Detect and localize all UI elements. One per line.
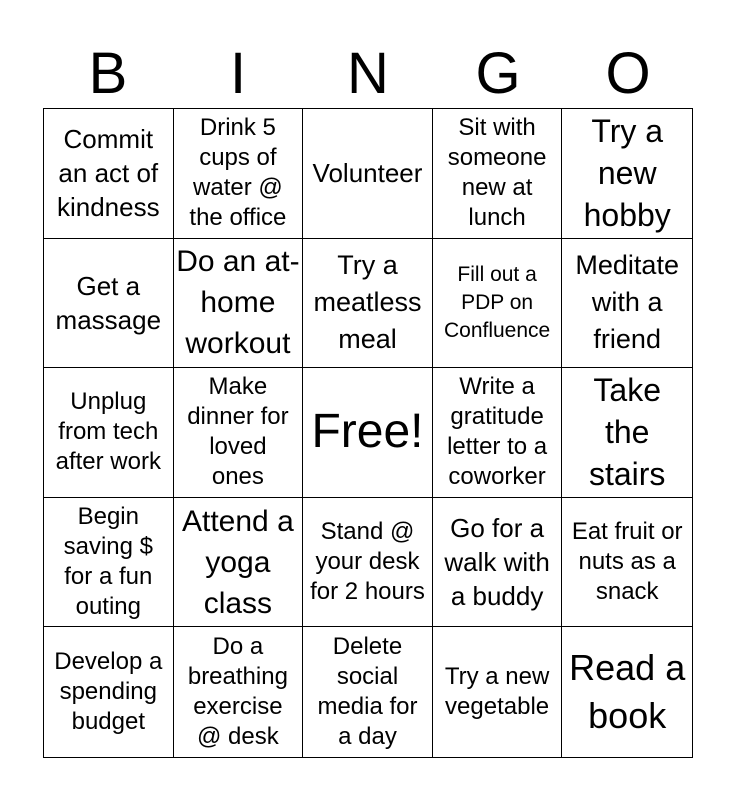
cell-text: Eat fruit or nuts as a snack xyxy=(571,518,683,606)
cell-text: Commit an act of kindness xyxy=(56,124,160,223)
bingo-cell[interactable] xyxy=(174,109,304,239)
bingo-cell[interactable] xyxy=(44,368,174,498)
cell-text: Do an at-home workout xyxy=(176,245,300,361)
cell-text: Develop a spending budget xyxy=(54,648,163,736)
cell-text: Get a massage xyxy=(55,270,162,335)
bingo-cell[interactable] xyxy=(433,627,563,757)
bingo-cell[interactable] xyxy=(562,109,692,239)
bingo-cell[interactable] xyxy=(433,109,563,239)
bingo-cell[interactable] xyxy=(174,239,304,369)
bingo-cell[interactable] xyxy=(174,368,304,498)
header-letter-b: B xyxy=(88,41,128,106)
bingo-cell[interactable] xyxy=(433,239,563,369)
header-letter-g: G xyxy=(475,41,521,106)
cell-text: Sit with someone new at lunch xyxy=(447,114,547,232)
cell-text: Attend a yoga class xyxy=(182,504,294,620)
bingo-cell[interactable] xyxy=(562,239,692,369)
free-space-text: Free! xyxy=(311,405,424,459)
bingo-cell[interactable] xyxy=(433,498,563,628)
cell-text: Go for a walk with a buddy xyxy=(444,513,550,612)
bingo-cell[interactable] xyxy=(174,627,304,757)
bingo-cell[interactable] xyxy=(562,627,692,757)
bingo-cell[interactable] xyxy=(44,109,174,239)
cell-text: Try a meatless meal xyxy=(313,250,422,355)
cell-text: Unplug from tech after work xyxy=(55,388,161,476)
cell-text: Try a new hobby xyxy=(583,113,671,234)
cell-text: Try a new vegetable xyxy=(444,663,550,721)
header-letter-o: O xyxy=(605,41,651,106)
bingo-cell[interactable] xyxy=(433,368,563,498)
cell-text: Drink 5 cups of water @ the office xyxy=(189,114,287,232)
bingo-cell[interactable] xyxy=(44,627,174,757)
cell-text: Stand @ your desk for 2 hours xyxy=(310,518,425,606)
cell-text: Fill out a PDP on Confluence xyxy=(443,262,551,342)
cell-text: Do a breathing exercise @ desk xyxy=(187,633,288,751)
bingo-cell[interactable] xyxy=(303,109,433,239)
bingo-cell[interactable] xyxy=(562,368,692,498)
header-letter-n: N xyxy=(347,41,389,106)
cell-text: Read a book xyxy=(569,647,686,737)
bingo-cell[interactable] xyxy=(303,498,433,628)
cell-text: Delete social media for a day xyxy=(317,633,418,751)
cell-text: Make dinner for loved ones xyxy=(187,373,289,491)
bingo-cell[interactable] xyxy=(44,239,174,369)
bingo-cell[interactable] xyxy=(303,239,433,369)
header-letter-i: I xyxy=(229,41,247,106)
cell-text: Begin saving $ for a fun outing xyxy=(63,503,153,621)
cell-text: Take the stairs xyxy=(588,372,666,493)
bingo-header xyxy=(43,40,693,108)
bingo-cell[interactable] xyxy=(44,498,174,628)
bingo-cell[interactable] xyxy=(562,498,692,628)
cell-text: Meditate with a friend xyxy=(575,250,679,355)
cell-text: Volunteer xyxy=(312,158,423,189)
free-space-cell[interactable] xyxy=(303,368,433,498)
bingo-cell[interactable] xyxy=(303,627,433,757)
bingo-cell[interactable] xyxy=(174,498,304,628)
cell-text: Write a gratitude letter to a coworker xyxy=(447,373,548,491)
bingo-grid xyxy=(43,108,693,758)
